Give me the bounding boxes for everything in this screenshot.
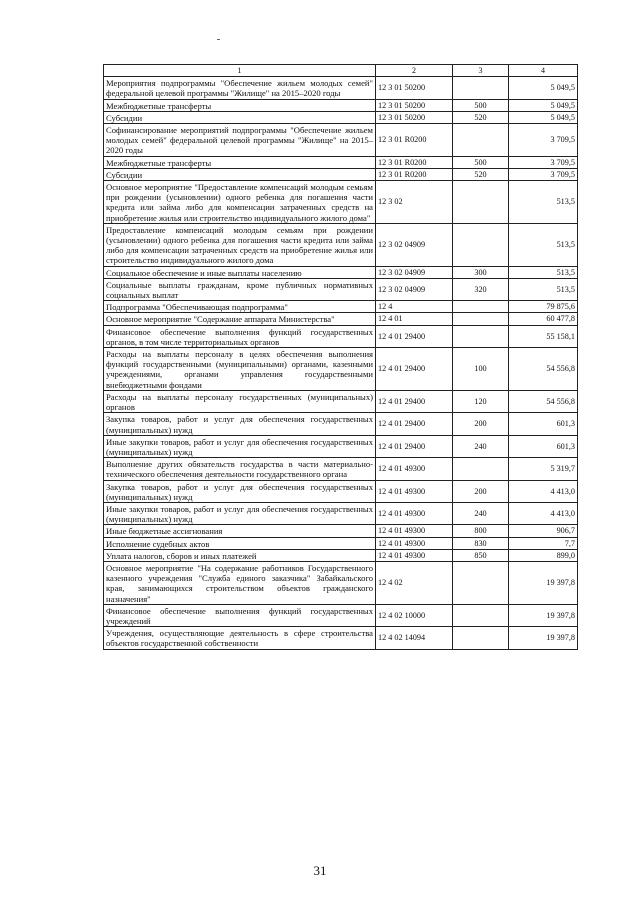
row-expense-type-cell xyxy=(453,181,509,224)
row-code-cell: 12 3 01 R0200 xyxy=(376,124,453,157)
row-code-cell: 12 4 01 49300 xyxy=(376,480,453,502)
row-name-cell: Предоставление компенсаций молодым семьям при рождении (усыновлении) одного ребенка для погашения части кредита или займа либо для компенсации затраченных средств на приобретение жилья или строительство индивидуального жилого дома xyxy=(104,223,376,266)
table-row xyxy=(104,390,578,412)
row-name-cell: Закупка товаров, работ и услуг для обеспечения государственных (муниципальных) нужд xyxy=(104,480,376,502)
table-row xyxy=(104,537,578,549)
row-name-cell: Межбюджетные трансферты xyxy=(104,99,376,111)
table-row xyxy=(104,266,578,278)
row-name-cell: Финансовое обеспечение выполнения функций государственных учреждений xyxy=(104,604,376,626)
table-row xyxy=(104,278,578,300)
row-expense-type-cell xyxy=(453,627,509,649)
row-sum-cell: 3 709,5 xyxy=(509,156,578,168)
row-sum-cell: 4 413,0 xyxy=(509,480,578,502)
row-name-cell: Иные закупки товаров, работ и услуг для обеспечения государственных (муниципальных) нужд xyxy=(104,502,376,524)
table-row xyxy=(104,77,578,99)
row-name-cell: Закупка товаров, работ и услуг для обеспечения государственных (муниципальных) нужд xyxy=(104,413,376,435)
row-expense-type-cell xyxy=(453,325,509,347)
row-code-cell: 12 3 02 04909 xyxy=(376,278,453,300)
row-code-cell: 12 4 01 49300 xyxy=(376,525,453,537)
row-code-cell: 12 4 02 xyxy=(376,561,453,604)
row-expense-type-cell: 240 xyxy=(453,435,509,457)
row-name-cell: Подпрограмма "Обеспечивающая подпрограмма" xyxy=(104,301,376,313)
row-code-cell: 12 4 01 29400 xyxy=(376,325,453,347)
row-code-cell: 12 4 01 29400 xyxy=(376,348,453,391)
row-sum-cell: 906,7 xyxy=(509,525,578,537)
row-sum-cell: 60 477,8 xyxy=(509,313,578,325)
table-row xyxy=(104,301,578,313)
row-code-cell: 12 3 01 R0200 xyxy=(376,156,453,168)
row-name-cell: Мероприятия подпрограммы "Обеспечение жильем молодых семей" федеральной целевой программы "Жилище" на 2015–2020 годы xyxy=(104,77,376,99)
row-expense-type-cell: 500 xyxy=(453,99,509,111)
row-code-cell: 12 4 02 14094 xyxy=(376,627,453,649)
row-expense-type-cell: 320 xyxy=(453,278,509,300)
row-sum-cell: 79 875,6 xyxy=(509,301,578,313)
table-row xyxy=(104,604,578,626)
row-sum-cell: 5 049,5 xyxy=(509,77,578,99)
row-sum-cell: 5 319,7 xyxy=(509,458,578,480)
row-name-cell: Финансовое обеспечение выполнения функций государственных органов, в том числе территориальных органов xyxy=(104,325,376,347)
row-expense-type-cell: 520 xyxy=(453,168,509,180)
row-name-cell: Основное мероприятие "На содержание работников Государственного казенного учреждения "Служба единого заказчика" Забайкальского края, занимающихся строительством объектов гражданского назначения" xyxy=(104,561,376,604)
header-col-1: 1 xyxy=(104,65,376,77)
table-row xyxy=(104,223,578,266)
row-code-cell: 12 3 01 50200 xyxy=(376,99,453,111)
row-name-cell: Иные бюджетные ассигнования xyxy=(104,525,376,537)
row-expense-type-cell xyxy=(453,77,509,99)
row-code-cell: 12 3 01 R0200 xyxy=(376,168,453,180)
row-name-cell: Расходы на выплаты персоналу государственных (муниципальных) органов xyxy=(104,390,376,412)
row-code-cell: 12 4 xyxy=(376,301,453,313)
table-row xyxy=(104,111,578,123)
table-row xyxy=(104,181,578,224)
table-row xyxy=(104,549,578,561)
row-code-cell: 12 4 01 29400 xyxy=(376,413,453,435)
table-row xyxy=(104,413,578,435)
row-sum-cell: 3 709,5 xyxy=(509,124,578,157)
row-code-cell: 12 3 02 04909 xyxy=(376,266,453,278)
row-sum-cell: 4 413,0 xyxy=(509,502,578,524)
table-row xyxy=(104,525,578,537)
row-name-cell: Уплата налогов, сборов и иных платежей xyxy=(104,549,376,561)
row-sum-cell: 5 049,5 xyxy=(509,111,578,123)
table-row xyxy=(104,99,578,111)
row-name-cell: Межбюджетные трансферты xyxy=(104,156,376,168)
row-name-cell: Социальные выплаты гражданам, кроме публичных нормативных социальных выплат xyxy=(104,278,376,300)
row-expense-type-cell: 100 xyxy=(453,348,509,391)
row-name-cell: Исполнение судебных актов xyxy=(104,537,376,549)
header-col-3: 3 xyxy=(453,65,509,77)
header-col-4: 4 xyxy=(509,65,578,77)
row-code-cell: 12 3 01 50200 xyxy=(376,111,453,123)
row-expense-type-cell: 240 xyxy=(453,502,509,524)
header-col-2: 2 xyxy=(376,65,453,77)
row-code-cell: 12 3 02 xyxy=(376,181,453,224)
row-expense-type-cell: 200 xyxy=(453,413,509,435)
table-row xyxy=(104,627,578,649)
row-name-cell: Основное мероприятие "Предоставление компенсаций молодым семьям при рождении (усыновлении) одного ребенка для погашения части кредита или займа либо для компенсации затраченных средств на приобретение жилья или строительство индивидуального жилого дома" xyxy=(104,181,376,224)
row-expense-type-cell: 850 xyxy=(453,549,509,561)
table-row xyxy=(104,502,578,524)
row-sum-cell: 601,3 xyxy=(509,435,578,457)
row-code-cell: 12 3 01 50200 xyxy=(376,77,453,99)
row-expense-type-cell xyxy=(453,561,509,604)
table-row xyxy=(104,168,578,180)
row-code-cell: 12 3 02 04909 xyxy=(376,223,453,266)
table-row xyxy=(104,348,578,391)
table-row xyxy=(104,435,578,457)
row-expense-type-cell: 120 xyxy=(453,390,509,412)
row-expense-type-cell xyxy=(453,604,509,626)
row-expense-type-cell: 500 xyxy=(453,156,509,168)
row-expense-type-cell xyxy=(453,458,509,480)
row-name-cell: Субсидии xyxy=(104,168,376,180)
page-number: 31 xyxy=(313,863,327,878)
row-expense-type-cell: 200 xyxy=(453,480,509,502)
table-row xyxy=(104,458,578,480)
table-row xyxy=(104,561,578,604)
table-row xyxy=(104,480,578,502)
row-sum-cell: 19 397,8 xyxy=(509,627,578,649)
row-expense-type-cell xyxy=(453,313,509,325)
row-name-cell: Расходы на выплаты персоналу в целях обеспечения выполнения функций государственными (муниципальными) органами, казенными учреждениями, органами управления государственными внебюджетными фондами xyxy=(104,348,376,391)
row-code-cell: 12 4 01 49300 xyxy=(376,458,453,480)
table-body xyxy=(104,77,578,649)
table-row xyxy=(104,325,578,347)
table-row xyxy=(104,124,578,157)
row-sum-cell: 601,3 xyxy=(509,413,578,435)
row-code-cell: 12 4 01 49300 xyxy=(376,502,453,524)
row-code-cell: 12 4 01 29400 xyxy=(376,435,453,457)
row-name-cell: Иные закупки товаров, работ и услуг для обеспечения государственных (муниципальных) нужд xyxy=(104,435,376,457)
row-sum-cell: 19 397,8 xyxy=(509,561,578,604)
row-sum-cell: 3 709,5 xyxy=(509,168,578,180)
row-code-cell: 12 4 02 10000 xyxy=(376,604,453,626)
row-code-cell: 12 4 01 29400 xyxy=(376,390,453,412)
row-sum-cell: 899,0 xyxy=(509,549,578,561)
row-sum-cell: 55 158,1 xyxy=(509,325,578,347)
row-sum-cell: 513,5 xyxy=(509,223,578,266)
row-expense-type-cell: 830 xyxy=(453,537,509,549)
row-sum-cell: 54 556,8 xyxy=(509,390,578,412)
table-header-row xyxy=(104,65,578,77)
row-sum-cell: 513,5 xyxy=(509,278,578,300)
row-sum-cell: 54 556,8 xyxy=(509,348,578,391)
row-name-cell: Основное мероприятие "Содержание аппарата Министерства" xyxy=(104,313,376,325)
row-sum-cell: 7,7 xyxy=(509,537,578,549)
table-row xyxy=(104,156,578,168)
row-sum-cell: 19 397,8 xyxy=(509,604,578,626)
table-row xyxy=(104,313,578,325)
row-expense-type-cell: 300 xyxy=(453,266,509,278)
row-name-cell: Софинансирование мероприятий подпрограммы "Обеспечение жильем молодых семей" федеральной целевой программы "Жилище" на 2015–2020 годы xyxy=(104,124,376,157)
row-expense-type-cell xyxy=(453,301,509,313)
row-code-cell: 12 4 01 xyxy=(376,313,453,325)
row-expense-type-cell: 800 xyxy=(453,525,509,537)
row-expense-type-cell xyxy=(453,124,509,157)
row-sum-cell: 513,5 xyxy=(509,181,578,224)
row-code-cell: 12 4 01 49300 xyxy=(376,537,453,549)
scan-speck xyxy=(217,39,220,40)
row-sum-cell: 513,5 xyxy=(509,266,578,278)
row-name-cell: Выполнение других обязательств государства в части материально-технического обеспечения деятельности государственного органа xyxy=(104,458,376,480)
row-name-cell: Субсидии xyxy=(104,111,376,123)
row-sum-cell: 5 049,5 xyxy=(509,99,578,111)
row-expense-type-cell: 520 xyxy=(453,111,509,123)
row-code-cell: 12 4 01 49300 xyxy=(376,549,453,561)
row-name-cell: Учреждения, осуществляющие деятельность в сфере строительства объектов государственной собственности xyxy=(104,627,376,649)
row-name-cell: Социальное обеспечение и иные выплаты населению xyxy=(104,266,376,278)
budget-table xyxy=(103,64,578,650)
row-expense-type-cell xyxy=(453,223,509,266)
